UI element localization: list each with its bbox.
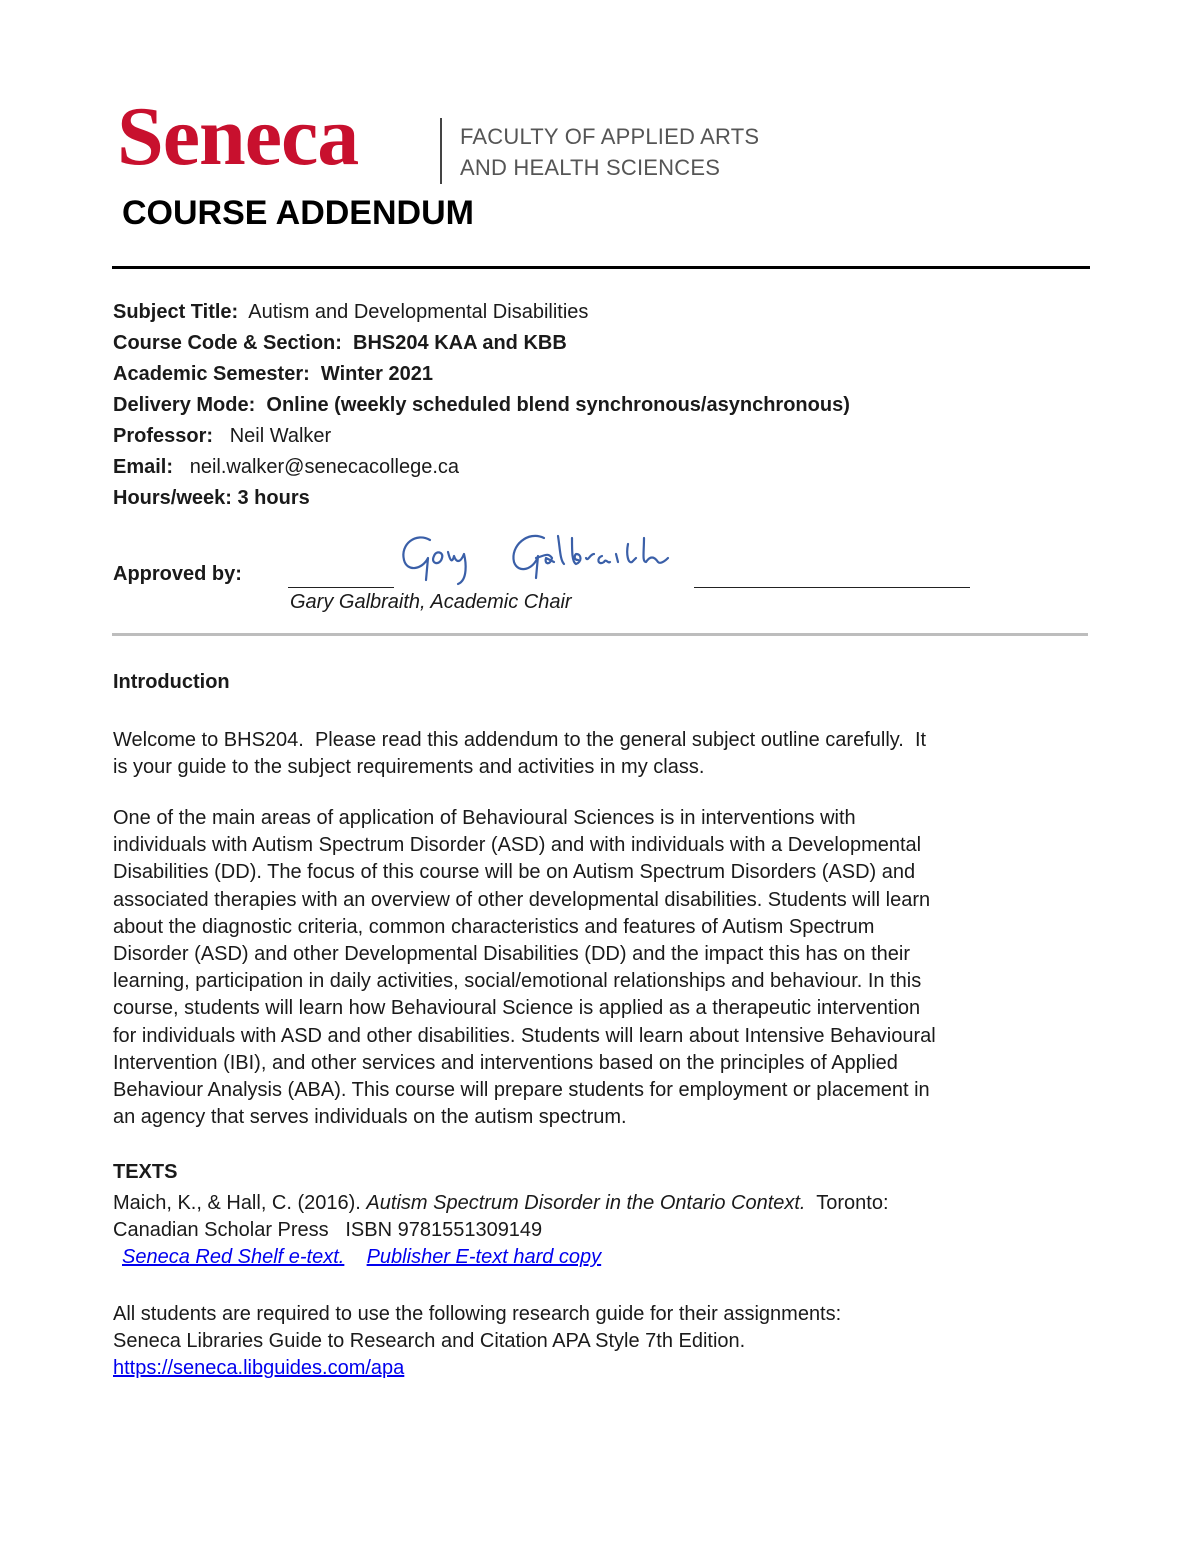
email-row xyxy=(113,452,850,483)
intro-p2-line: associated therapies with an overview of other developmental disabilities. Students will learn xyxy=(113,888,931,911)
intro-p2-line: individuals with Autism Spectrum Disorder (ASD) and with individuals with a Developmental xyxy=(113,834,922,857)
semester-row xyxy=(113,359,850,390)
page-title: COURSE ADDENDUM xyxy=(122,194,474,232)
faculty-line-2: AND HEALTH SCIENCES xyxy=(460,155,721,180)
faculty-name xyxy=(460,121,759,183)
approver-name: Gary Galbraith, Academic Chair xyxy=(290,591,572,613)
code-value: BHS204 KAA and KBB xyxy=(353,332,567,354)
subject-row xyxy=(113,297,850,328)
email-label: Email: xyxy=(113,456,174,478)
citation-authors: Maich, K., & Hall, C. (2016). xyxy=(113,1192,367,1214)
semester-value: Winter 2021 xyxy=(320,363,433,385)
delivery-label: Delivery Mode: xyxy=(113,394,256,416)
signature-line-left xyxy=(288,587,394,588)
email-value: neil.walker@senecacollege.ca xyxy=(189,456,460,478)
intro-p2-line: course, students will learn how Behavioural Science is applied as a therapeutic intervention xyxy=(113,997,921,1020)
signature-image xyxy=(396,518,696,588)
approved-by-label: Approved by: xyxy=(113,563,242,585)
intro-p2-line: One of the main areas of application of Behavioural Sciences is in interventions with xyxy=(113,807,856,829)
hours-row xyxy=(113,483,850,514)
citation-title: Autism Spectrum Disorder in the Ontario Context. xyxy=(366,1192,806,1214)
subject-label: Subject Title: xyxy=(113,301,239,323)
subject-value: Autism and Developmental Disabilities xyxy=(248,301,589,323)
red-shelf-link[interactable]: Seneca Red Shelf e-text. xyxy=(122,1246,345,1269)
texts-citation xyxy=(113,1190,1103,1272)
citation-line-1 xyxy=(113,1190,1103,1217)
header-rule xyxy=(112,266,1090,269)
texts-heading: TEXTS xyxy=(113,1161,178,1183)
intro-p1-line-1: Welcome to BHS204. Please read this addendum to the general subject outline carefully. It xyxy=(113,729,927,751)
intro-p2-line: about the diagnostic criteria, common characteristics and features of Autism Spectrum xyxy=(113,915,875,938)
signature-line-right xyxy=(694,587,970,588)
seneca-logo: Seneca xyxy=(117,90,359,183)
intro-p2-line: Behaviour Analysis (ABA). This course will prepare students for employment or placement in xyxy=(113,1079,930,1102)
intro-paragraph-1 xyxy=(113,727,1103,781)
code-row xyxy=(113,328,850,359)
course-info xyxy=(113,297,850,514)
professor-value: Neil Walker xyxy=(229,425,332,447)
apa-guide-link[interactable]: https://seneca.libguides.com/apa xyxy=(113,1357,405,1380)
citation-publisher: Canadian Scholar Press ISBN 9781551309149 xyxy=(113,1219,543,1242)
professor-label: Professor: xyxy=(113,425,214,447)
intro-paragraph-2 xyxy=(113,805,1103,1131)
intro-p2-line: Disorder (ASD) and other Developmental Disabilities (DD) and the impact this has on their xyxy=(113,943,911,966)
hours-value: 3 hours xyxy=(237,487,310,509)
citation-location: Toronto: xyxy=(805,1192,889,1214)
professor-row xyxy=(113,421,850,452)
logo-divider xyxy=(440,118,442,184)
intro-p2-line: for individuals with ASD and other disabilities. Students will learn about Intensive Behavioural xyxy=(113,1024,936,1047)
faculty-line-1: FACULTY OF APPLIED ARTS xyxy=(460,124,760,149)
publisher-etext-link[interactable]: Publisher E-text hard copy xyxy=(366,1246,602,1269)
guide-line-1: All students are required to use the following research guide for their assignments: xyxy=(113,1303,842,1325)
code-label: Course Code & Section: xyxy=(113,332,342,354)
introduction-heading: Introduction xyxy=(113,671,230,693)
intro-p1-line-2: is your guide to the subject requirements and activities in my class. xyxy=(113,756,705,779)
text-links xyxy=(113,1244,1103,1271)
intro-p2-line: learning, participation in daily activities, social/emotional relationships and behaviour. In this xyxy=(113,970,922,993)
intro-p2-line: Intervention (IBI), and other services and interventions based on the principles of Applied xyxy=(113,1051,898,1074)
section-rule xyxy=(112,633,1088,636)
intro-p2-line: an agency that serves individuals on the autism spectrum. xyxy=(113,1106,627,1129)
intro-p2-line: Disabilities (DD). The focus of this course will be on Autism Spectrum Disorders (ASD) and xyxy=(113,861,916,884)
guide-line-2: Seneca Libraries Guide to Research and Citation APA Style 7th Edition. xyxy=(113,1330,746,1353)
research-guide xyxy=(113,1301,1103,1383)
hours-label: Hours/week: xyxy=(113,487,232,509)
delivery-row xyxy=(113,390,850,421)
semester-label: Academic Semester: xyxy=(113,363,310,385)
delivery-value: Online (weekly scheduled blend synchronous/asynchronous) xyxy=(266,394,850,416)
